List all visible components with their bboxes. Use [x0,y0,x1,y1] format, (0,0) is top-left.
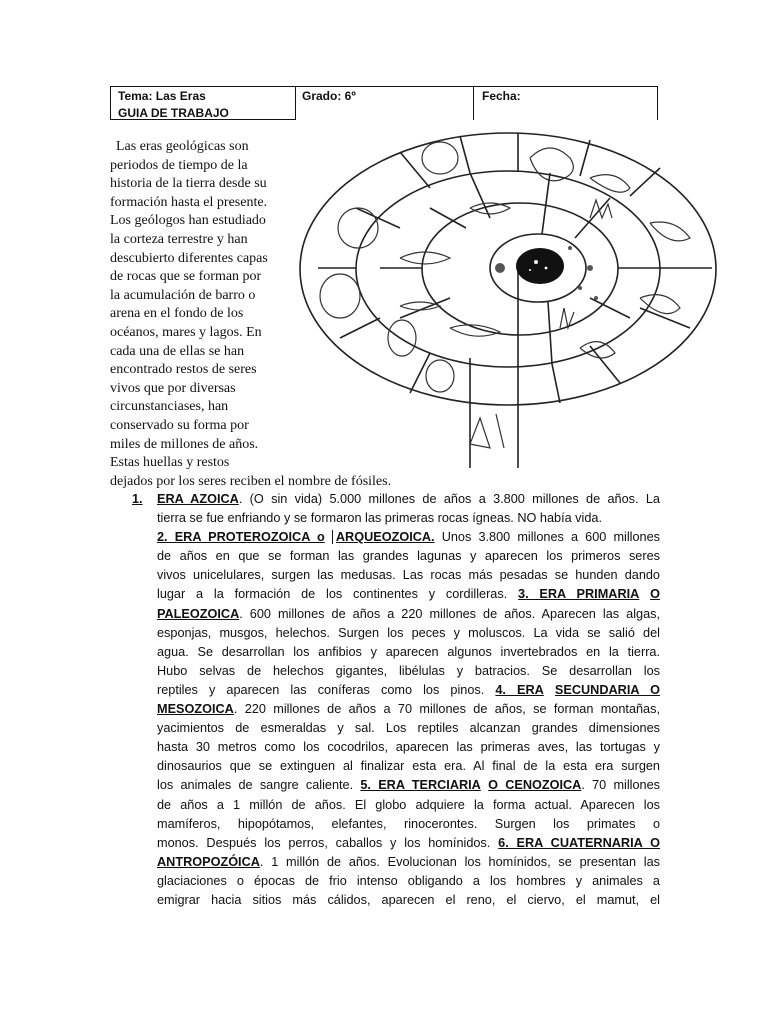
guia-label: GUIA DE TRABAJO [118,106,229,120]
intro-line: la acumulación de barro o [110,287,256,303]
era-arqueozoica-title: ARQUEOZOICA. [332,530,435,544]
intro-line: Los geólogos han estudiado [110,213,266,229]
intro-line: descubierto diferentes capas [110,250,268,266]
era-line [132,490,660,509]
reptile-icon [450,325,500,336]
era-text: . 1 millón de años. Evolucionan los homínidos, se presentan las [259,854,660,869]
era-paleozoica-title: PALEOZOICA [157,606,240,621]
intro-line: Estas huellas y restos [110,455,230,471]
hominid-head-icon [320,274,360,318]
intro-line: Las eras geológicas son [116,139,249,154]
stone-tool-icon [496,414,504,448]
era-line [132,872,660,891]
era-line [132,547,660,566]
era-text: yacimientos de esmeraldas y sal. Los reptiles alcanzan grandes dimensiones [157,721,660,736]
era-terciaria-title: 5. ERA TERCIARIA [360,778,481,793]
era-line [132,681,660,700]
era-line [132,776,660,795]
hominid-head-icon [426,360,454,392]
era-mesozoica-title: MESOZOICA [157,702,234,717]
era-line [132,585,660,604]
era-line [132,700,660,719]
era-line [132,566,660,585]
era-text: esponjas, musgos, helechos. Surgen los peces y moluscos. La vida se salió del [157,625,660,640]
era-secundaria-number: 4. ERA [495,682,544,697]
era-text: tierra se fue enfriando y se formaron las primeras rocas ígneas. NO había vida. [157,511,602,526]
era-text: Unos 3.800 millones a 600 millones [434,530,660,545]
era-secundaria-title: SECUNDARIA O [554,682,660,697]
intro-line: la corteza terrestre y han [110,231,248,247]
era-line [132,796,660,815]
era-text: . 600 millones de años a 220 millones de años. Aparecen las algas, [239,606,660,621]
fish-icon [470,203,510,214]
intro-line: formación hasta el presente. [110,194,268,210]
era-text: . (O sin vida) 5.000 millones de años a 3.800 millones de años. La [238,492,660,506]
era-cuaternaria-title: 6. ERA CUATERNARIA O [498,835,660,850]
era-text: monos. Después los perros, caballos y los homínidos. [157,835,491,850]
era-text: dinosaurios que se extinguen al finalizar esta era. Al final de la esta era surgen [157,759,660,774]
era-text: los animales de sangre caliente. [157,778,354,793]
header-grado: Grado: 6º [302,89,356,103]
era-antropozoica-title: ANTROPOZÓICA [157,854,260,869]
list-number: 1. [132,492,143,506]
era-line [132,643,660,662]
era-text: hasta 30 metros como los cocodrilos, aparecen las primeras aves, las tortugas y [157,740,660,755]
intro-line: arena en el fondo de los [110,306,244,322]
era-line [132,834,660,853]
intro-line: vivos que por diversas [110,380,236,396]
intro-line: circunstanciases, han [110,399,229,415]
header-fecha: Fecha: [482,89,521,103]
era-text: emigrar hacia sitios más cálidos, aparecen el reno, el ciervo, el mamut, el [157,892,660,907]
intro-line: encontrado restos de seres [110,362,257,378]
eras-list [132,490,660,910]
intro-line: periodos de tiempo de la [110,157,248,173]
era-line [132,662,660,681]
cell-icon [495,263,505,273]
intro-line: océanos, mares y lagos. En [110,324,262,340]
stone-tool-icon [470,418,490,448]
intro-line: historia de la tierra desde su [110,176,267,192]
header-tema [118,88,229,122]
era-text: glaciaciones o épocas de frio intenso obligando a los hombres y animales a [157,873,660,888]
intro-line: de rocas que se forman por [110,269,262,285]
hominid-head-icon [388,320,416,356]
intro-line: cada una de ellas se han [110,343,245,359]
middle-ring [356,171,660,367]
era-text: reptiles y aparecen las coníferas como los pinos. [157,682,485,697]
intro-line: miles de millones de años. [110,436,259,452]
era-text: agua. Se desarrollan los anfibios y aparecen algunos invertebrados en la tierra. [157,644,660,659]
era-line [132,891,660,910]
era-text: de años en que se forman las grandes lagunas y aparecen los primeros seres [157,549,660,564]
intro-line: dejados por los seres reciben el nombre de fósiles. [110,473,392,489]
geologic-eras-wheel-illustration [290,128,720,470]
era-text: mamíferos, hipopótamos, elefantes, rinocerontes. Surgen los primates o [157,816,660,831]
era-line [132,815,660,834]
era-proterozoica-title: 2. ERA PROTEROZOICA o [157,530,325,545]
era-line [132,853,660,872]
era-cenozoica-title: O CENOZOICA [488,778,582,793]
era-line [132,719,660,738]
universe-origin-icon [516,248,564,284]
era-text: vivos unicelulares, surgen las medusas. Las rocas más pesadas se hunden dando [157,568,660,583]
header-table [110,86,658,120]
era-line [132,624,660,643]
era-line [132,757,660,776]
tema-label: Tema: Las Eras [118,89,206,103]
era-text: Hubo selvas de helechos gigantes, libélulas y batracios. Se desarrollan los [157,663,660,678]
dragonfly-icon [400,302,440,310]
era-text: . 70 millones [581,778,661,793]
era-line [132,738,660,757]
intro-line: conservado su forma por [110,417,249,433]
era-line [132,509,660,528]
era-text: de años a 1 millón de años. El globo adquiere la forma actual. Aparecen los [157,797,660,812]
dinosaur-icon [650,222,690,241]
hominid-head-icon [422,142,458,174]
era-line [132,528,660,547]
era-line [132,605,660,624]
era-text: lugar a la formación de los continentes y cordilleras. [157,587,508,602]
era-primaria-title: 3. ERA PRIMARIA [518,587,640,602]
hominid-head-icon [338,208,378,248]
era-text: . 220 millones de años a 70 millones de años, se forman montañas, [233,702,660,717]
era-connector: O [650,587,660,602]
era-azoica-title: ERA AZOICA [157,492,239,506]
